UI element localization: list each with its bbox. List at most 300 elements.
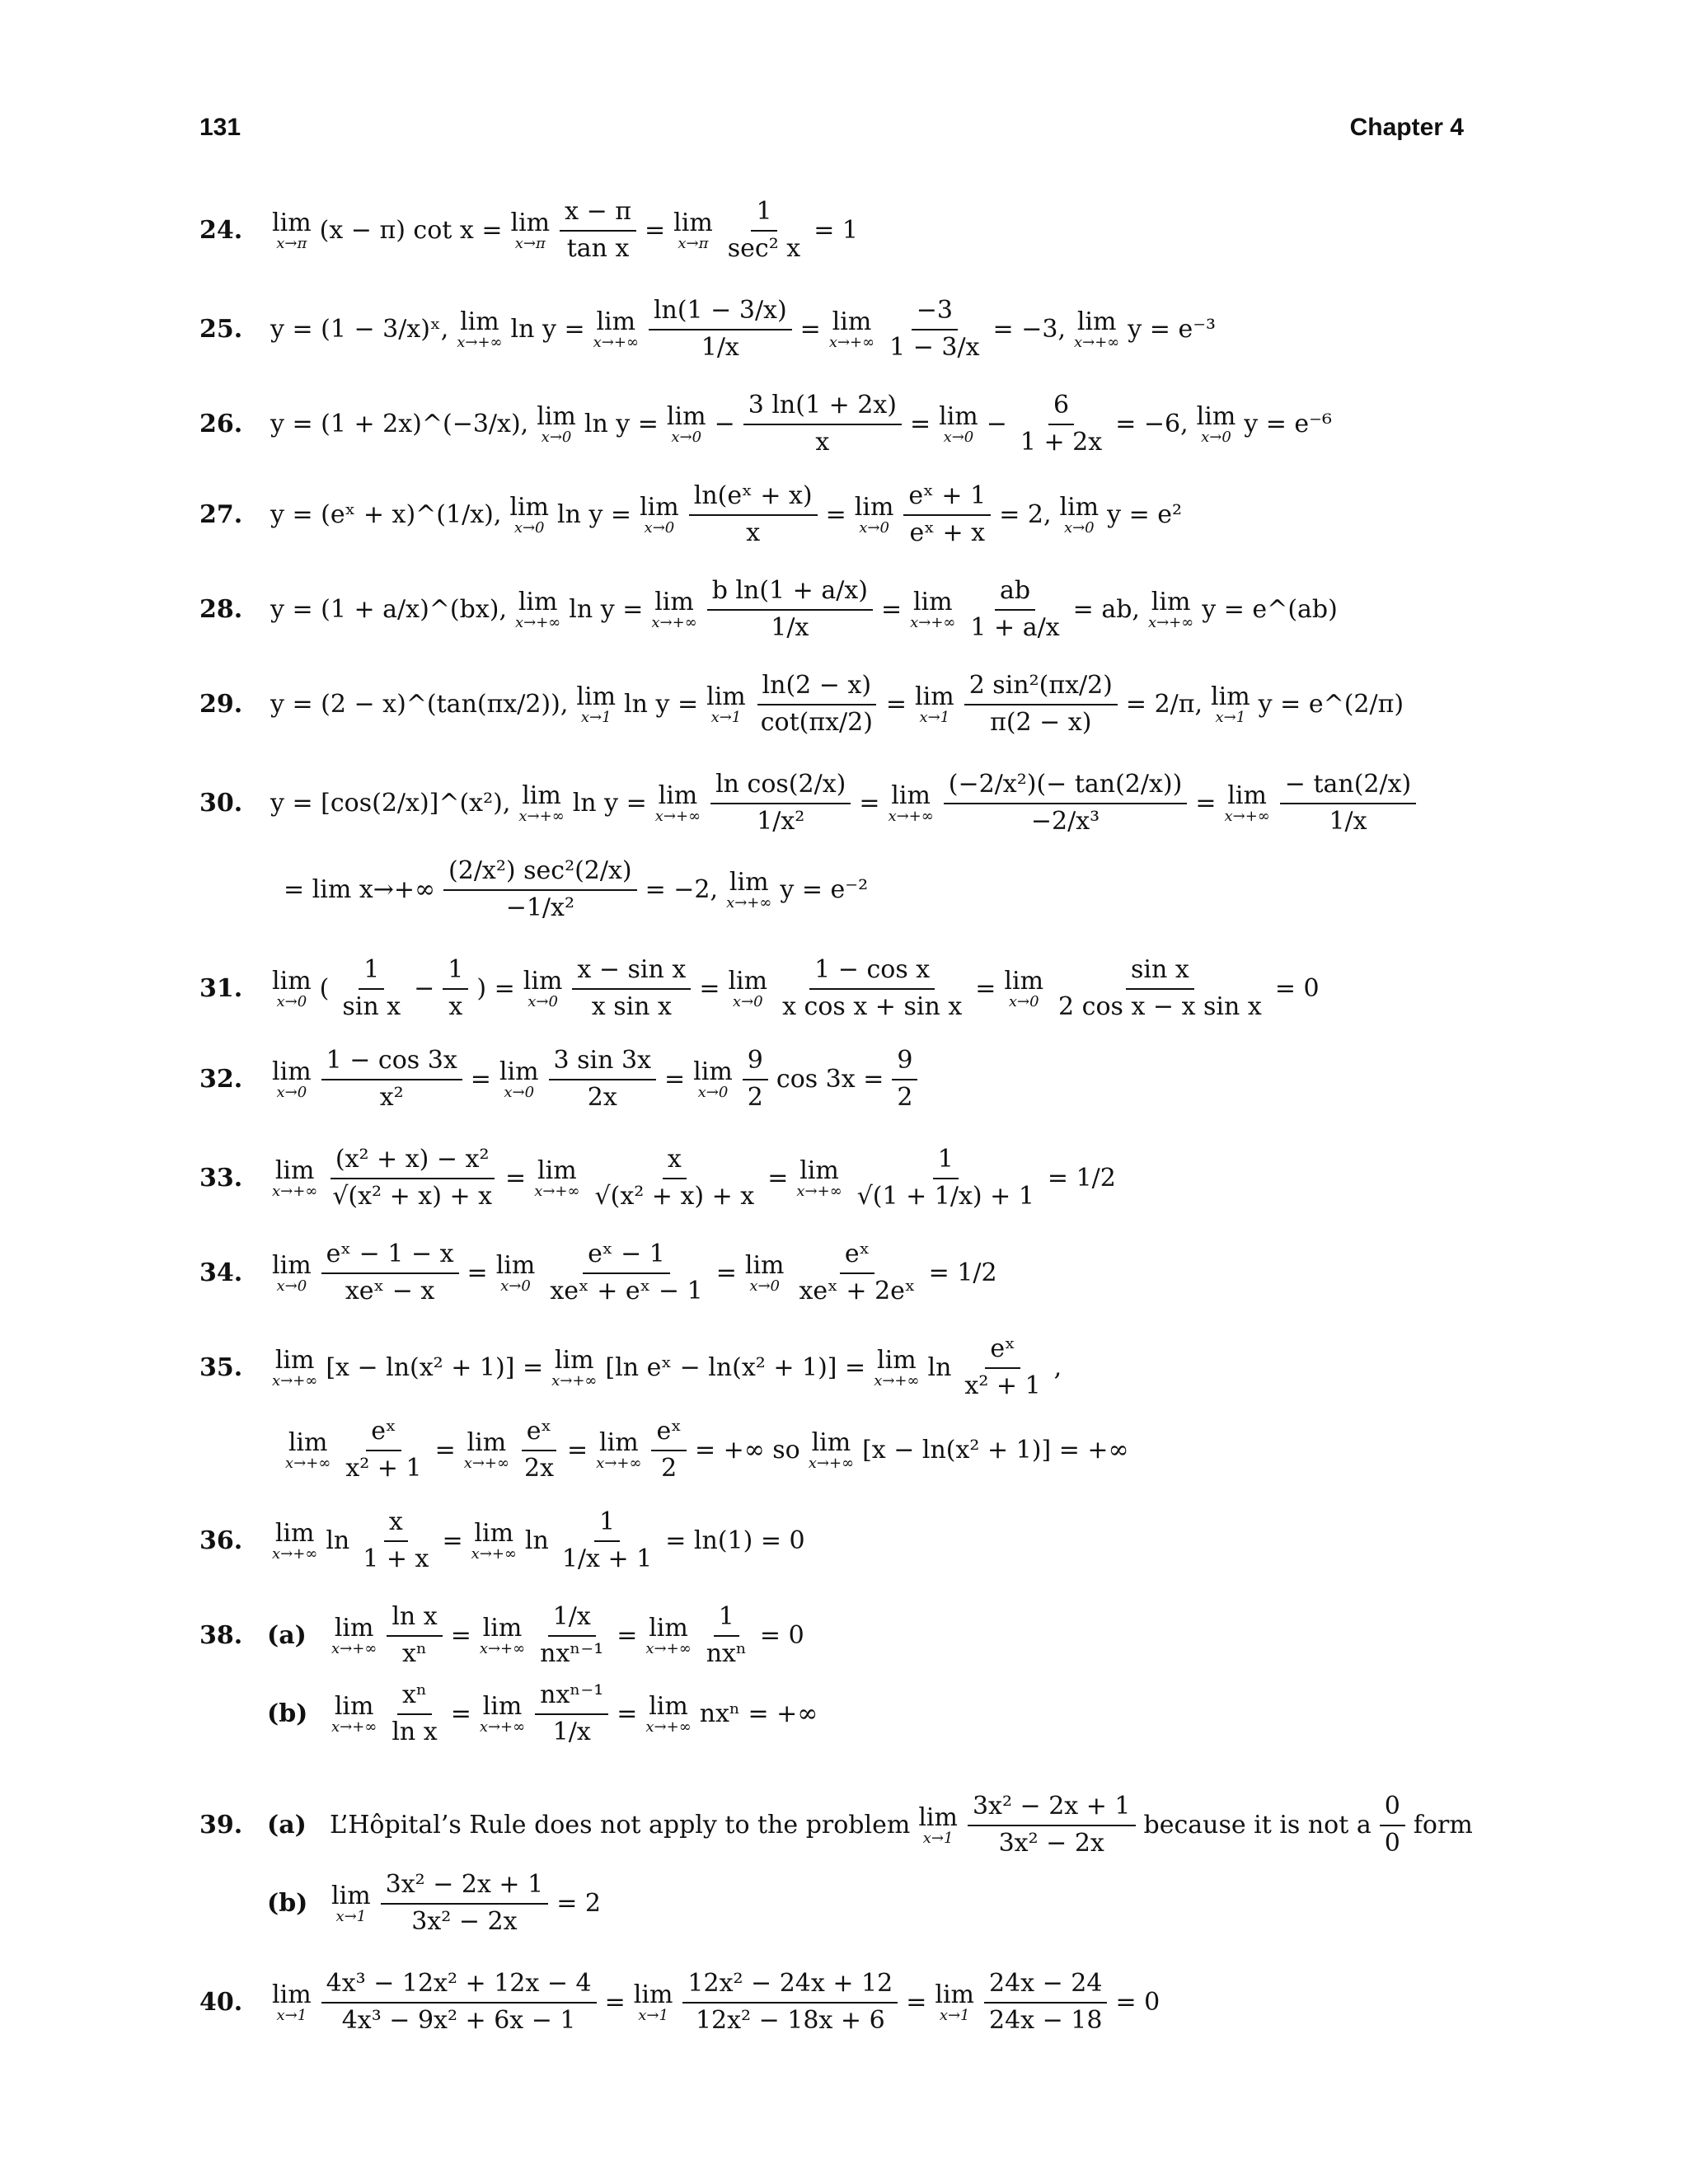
limit-operator — [272, 209, 312, 251]
limit-operator — [272, 1157, 317, 1199]
math-text: = — [664, 1064, 686, 1094]
math-text: = — [859, 788, 880, 818]
limit-operator — [1059, 494, 1099, 536]
fraction-denominator: 2x — [524, 1453, 555, 1483]
limit-operator — [728, 968, 767, 1010]
limit-subscript: x→0 — [513, 519, 545, 537]
limit-subscript: x→+∞ — [534, 1183, 580, 1200]
fraction — [387, 1603, 442, 1668]
limit-subscript: x→+∞ — [874, 1372, 920, 1390]
math-text: y = e^(2/π) — [1258, 689, 1404, 719]
problem-row — [199, 1335, 1540, 1400]
limit-word: lim — [474, 1519, 514, 1548]
fraction — [1015, 391, 1107, 457]
fraction-numerator: (−2/x²)(− tan(2/x)) — [944, 771, 1188, 804]
limit-operator — [939, 403, 978, 445]
fraction-denominator: ln x — [392, 1717, 438, 1746]
limit-operator — [915, 683, 954, 725]
fraction-numerator: − tan(2/x) — [1280, 771, 1416, 804]
fraction — [321, 1970, 597, 2035]
fraction-numerator: x − sin x — [572, 956, 691, 990]
fraction-denominator: 2 — [897, 1082, 913, 1112]
fraction-denominator: 1 + x — [363, 1544, 429, 1573]
fraction-denominator: x² + 1 — [345, 1453, 422, 1483]
fraction-denominator: nxⁿ — [706, 1638, 747, 1668]
fraction-denominator: √(x² + x) + x — [594, 1181, 755, 1211]
fraction-numerator: 1 — [359, 956, 384, 990]
limit-word: lim — [728, 967, 768, 996]
limit-operator — [1197, 403, 1236, 445]
limit-operator — [537, 403, 576, 445]
limit-operator — [576, 683, 616, 725]
fraction — [519, 1418, 559, 1483]
limit-word: lim — [467, 1428, 507, 1457]
math-expression — [326, 1603, 808, 1668]
fraction-denominator: 12x² − 18x + 6 — [695, 2005, 885, 2035]
problem-number: 39. — [199, 1810, 243, 1840]
fraction — [1380, 1793, 1405, 1858]
math-text: − — [986, 409, 1007, 438]
limit-word: lim — [522, 781, 561, 810]
limit-word: lim — [599, 1428, 639, 1457]
limit-subscript: x→1 — [710, 709, 742, 726]
fraction — [852, 1146, 1039, 1211]
math-expression — [280, 857, 871, 922]
math-text: y = (eˣ + x)^(1/x), — [270, 499, 502, 529]
math-text: − — [414, 973, 435, 1003]
problem-row — [199, 1793, 1540, 1858]
problem-row — [199, 1508, 1540, 1573]
fraction-denominator: xⁿ — [402, 1638, 427, 1668]
fraction — [984, 1970, 1107, 2035]
fraction-denominator: sin x — [342, 991, 401, 1021]
limit-word: lim — [460, 307, 499, 336]
fraction-denominator: xeˣ + eˣ − 1 — [550, 1276, 703, 1305]
fraction-numerator: 1/x — [548, 1603, 596, 1637]
limit-operator — [910, 588, 955, 630]
math-text: ln — [326, 1526, 350, 1555]
fraction — [743, 1047, 768, 1112]
limit-subscript: x→0 — [749, 1277, 780, 1295]
limit-subscript: x→+∞ — [645, 1640, 692, 1657]
limit-word: lim — [272, 1057, 312, 1086]
limit-subscript: x→1 — [919, 709, 950, 726]
math-text: = — [975, 973, 996, 1003]
problem-number: 36. — [199, 1526, 243, 1555]
math-expression — [267, 1047, 922, 1112]
fraction — [381, 1871, 549, 1936]
limit-operator — [518, 782, 564, 824]
fraction-denominator: x sin x — [591, 991, 672, 1021]
limit-operator — [874, 1347, 919, 1389]
fraction-numerator: sin x — [1126, 956, 1194, 990]
math-text: = 1 — [814, 215, 858, 245]
math-text: = 2/π, — [1125, 689, 1203, 719]
fraction-denominator: 1 − 3/x — [889, 332, 980, 362]
math-text: ln y = — [624, 689, 699, 719]
fraction-denominator: 1/x² — [757, 806, 805, 836]
limit-word: lim — [939, 402, 978, 431]
math-text: = −6, — [1115, 409, 1189, 438]
math-text: = — [767, 1163, 789, 1193]
math-text: y = (1 − 3/x)ˣ, — [270, 314, 449, 344]
math-text: y = e⁻⁶ — [1244, 409, 1333, 438]
limit-word: lim — [554, 1346, 594, 1375]
limit-subscript: x→+∞ — [272, 1372, 318, 1390]
math-text: = — [715, 1258, 737, 1287]
math-text: = — [644, 215, 666, 245]
fraction-numerator: 6 — [1048, 391, 1074, 425]
math-expression — [267, 1970, 1163, 2035]
fraction — [340, 1418, 426, 1483]
limit-subscript: x→0 — [1201, 429, 1231, 446]
math-expression — [267, 1146, 1119, 1211]
math-text: [x − ln(x² + 1)] = — [326, 1352, 544, 1382]
fraction-denominator: x — [746, 518, 761, 547]
limit-operator — [331, 1615, 377, 1657]
limit-word: lim — [499, 1057, 539, 1086]
fraction-denominator: x — [448, 991, 463, 1021]
math-text: ln y = — [557, 499, 632, 529]
limit-word: lim — [673, 209, 713, 237]
limit-word: lim — [744, 1251, 785, 1280]
limit-word: lim — [1227, 781, 1267, 810]
limit-word: lim — [537, 402, 576, 431]
fraction-numerator: x − π — [560, 198, 636, 232]
limit-subscript: x→+∞ — [796, 1183, 842, 1200]
math-text: = 0 — [759, 1620, 804, 1650]
fraction-denominator: 1/x — [552, 1717, 591, 1746]
limit-word: lim — [811, 1428, 851, 1457]
fraction — [358, 1508, 434, 1573]
math-text: = lim x→+∞ — [284, 875, 436, 904]
fraction — [968, 1793, 1136, 1858]
problem-row — [199, 771, 1540, 836]
problem-row — [199, 956, 1540, 1021]
limit-operator — [809, 1429, 854, 1471]
problem-row — [199, 1603, 1540, 1668]
math-text: (x − π) cot x = — [319, 215, 503, 245]
limit-word: lim — [334, 1692, 374, 1721]
fraction — [443, 857, 637, 922]
math-text: = 1/2 — [928, 1258, 997, 1287]
limit-subscript: x→π — [678, 235, 709, 252]
limit-operator — [667, 403, 706, 445]
limit-subscript: x→+∞ — [1224, 808, 1270, 825]
limit-subscript: x→+∞ — [479, 1640, 526, 1657]
limit-word: lim — [482, 1614, 523, 1643]
limit-operator — [634, 1981, 673, 2023]
fraction-numerator: 3 sin 3x — [549, 1047, 656, 1080]
math-text: = ab, — [1072, 594, 1140, 624]
limit-word: lim — [1004, 967, 1044, 996]
limit-operator — [829, 308, 874, 350]
fraction — [321, 1047, 462, 1112]
problem-row — [199, 577, 1540, 642]
fraction-numerator: ab — [995, 577, 1035, 611]
limit-operator — [331, 1882, 371, 1924]
fraction — [321, 1240, 459, 1305]
fraction-denominator: 1 + a/x — [970, 612, 1060, 642]
limit-subscript: x→+∞ — [910, 614, 956, 631]
limit-subscript: x→+∞ — [272, 1183, 318, 1200]
limit-word: lim — [640, 493, 679, 522]
fraction-denominator: x² + 1 — [964, 1371, 1041, 1400]
limit-word: lim — [510, 209, 551, 237]
limit-operator — [510, 209, 550, 251]
limit-subscript: x→0 — [697, 1084, 729, 1101]
limit-word: lim — [274, 1156, 315, 1185]
limit-word: lim — [1196, 402, 1236, 431]
limit-subscript: x→0 — [943, 429, 974, 446]
limit-subscript: x→+∞ — [596, 1455, 642, 1472]
math-text: = — [450, 1699, 471, 1728]
fraction-denominator: 4x³ − 9x² + 6x − 1 — [341, 2005, 576, 2035]
limit-subscript: x→0 — [276, 1277, 307, 1295]
fraction — [1280, 771, 1416, 836]
limit-word: lim — [832, 307, 872, 336]
limit-operator — [1224, 782, 1269, 824]
fraction — [710, 771, 851, 836]
limit-operator — [888, 782, 933, 824]
fraction-numerator: ln x — [387, 1603, 442, 1637]
limit-word: lim — [495, 1251, 536, 1280]
math-expression — [267, 1335, 1065, 1400]
math-text: ) = — [476, 973, 515, 1003]
limit-subscript: x→1 — [276, 2007, 307, 2024]
math-expression — [280, 1418, 1132, 1483]
math-text: = — [442, 1526, 463, 1555]
limit-operator — [693, 1058, 733, 1100]
math-text: = −3, — [992, 314, 1066, 344]
problem-number: 27. — [199, 499, 243, 529]
limit-operator — [464, 1429, 509, 1471]
problem-row — [199, 1681, 1540, 1746]
prose-text: L’Hôpital’s Rule does not apply to the problem — [330, 1810, 911, 1840]
limit-operator — [745, 1252, 785, 1294]
limit-operator — [551, 1347, 597, 1389]
fraction-numerator: (x² + x) − x² — [331, 1146, 495, 1179]
math-text: = 1/2 — [1047, 1163, 1116, 1193]
math-text: = — [880, 594, 903, 624]
limit-word: lim — [649, 1614, 688, 1643]
limit-operator — [1074, 308, 1119, 350]
fraction — [892, 1047, 917, 1112]
math-expression — [326, 1681, 821, 1746]
limit-subscript: x→1 — [922, 1830, 954, 1847]
limit-word: lim — [272, 1980, 312, 2009]
limit-word: lim — [877, 1346, 917, 1375]
fraction-numerator: ln(eˣ + x) — [689, 482, 818, 516]
math-text: = — [885, 689, 907, 719]
problem-row — [199, 297, 1540, 362]
fraction — [327, 1146, 497, 1211]
math-text: = — [825, 499, 846, 529]
problem-part-label: (b) — [267, 1699, 308, 1728]
limit-word: lim — [274, 1519, 315, 1548]
limit-operator — [272, 1981, 312, 2023]
fraction-numerator: 4x³ − 12x² + 12x − 4 — [321, 1970, 597, 2004]
fraction-denominator: 1/x — [701, 332, 739, 362]
limit-subscript: x→+∞ — [285, 1455, 331, 1472]
limit-subscript: x→0 — [276, 1084, 307, 1101]
limit-operator — [480, 1693, 525, 1735]
math-text: ln — [524, 1526, 549, 1555]
math-text: , — [1053, 1352, 1062, 1382]
fraction-denominator: x² — [379, 1082, 404, 1112]
fraction — [884, 297, 984, 362]
limit-operator — [457, 308, 502, 350]
limit-operator — [796, 1157, 842, 1199]
fraction — [707, 577, 873, 642]
limit-subscript: x→+∞ — [651, 614, 697, 631]
fraction — [1053, 956, 1267, 1021]
limit-operator — [272, 968, 312, 1010]
fraction-denominator: 0 — [1384, 1828, 1400, 1858]
fraction-numerator: ln(2 − x) — [757, 672, 877, 705]
limit-operator — [272, 1252, 312, 1294]
problem-part-label: (a) — [267, 1620, 307, 1650]
math-text: y = (2 − x)^(tan(πx/2)), — [270, 689, 569, 719]
math-expression — [267, 1240, 1001, 1305]
limit-word: lim — [576, 682, 617, 711]
fraction-numerator: 1 — [594, 1508, 620, 1542]
fraction-numerator: 1 − cos 3x — [321, 1047, 462, 1080]
limit-subscript: x→+∞ — [331, 1640, 377, 1657]
problem-number: 35. — [199, 1352, 243, 1382]
fraction-numerator: eˣ − 1 − x — [321, 1240, 459, 1274]
fraction-denominator: 1/x + 1 — [561, 1544, 653, 1573]
limit-operator — [935, 1981, 974, 2023]
fraction — [944, 771, 1188, 836]
math-expression — [267, 198, 861, 263]
math-text: = — [799, 314, 821, 344]
problem-part-label: (a) — [267, 1810, 307, 1840]
limit-operator — [272, 1058, 312, 1100]
limit-subscript: x→0 — [732, 993, 763, 1010]
limit-subscript: x→+∞ — [654, 808, 701, 825]
fraction-denominator: sec² x — [727, 233, 801, 263]
problem-row — [199, 198, 1540, 263]
limit-subscript: x→+∞ — [828, 334, 875, 351]
fraction-numerator: 24x − 24 — [984, 1970, 1107, 2004]
fraction-numerator: 1 — [933, 1146, 959, 1179]
fraction-denominator: x cos x + sin x — [782, 991, 963, 1021]
math-text: = — [505, 1163, 527, 1193]
math-text: y = e^(ab) — [1202, 594, 1338, 624]
limit-operator — [499, 1058, 539, 1100]
fraction-denominator: 2 — [661, 1453, 678, 1483]
fraction-numerator: 1 — [714, 1603, 739, 1637]
fraction-numerator: 3x² − 2x + 1 — [381, 1871, 549, 1905]
fraction — [651, 1418, 686, 1483]
problem-number: 25. — [199, 314, 243, 344]
limit-operator — [515, 588, 560, 630]
fraction-denominator: nxⁿ⁻¹ — [540, 1638, 604, 1668]
fraction-denominator: cot(πx/2) — [760, 707, 873, 737]
fraction-numerator: eˣ + 1 — [903, 482, 991, 516]
problem-row — [199, 1146, 1540, 1211]
limit-subscript: x→1 — [335, 1908, 367, 1925]
math-expression — [267, 956, 1323, 1021]
limit-word: lim — [633, 1980, 673, 2009]
fraction-denominator: 2 cos x − x sin x — [1058, 991, 1262, 1021]
problem-number: 31. — [199, 973, 243, 1003]
fraction-numerator: eˣ — [840, 1240, 874, 1274]
prose-text: form — [1413, 1810, 1473, 1840]
limit-word: lim — [729, 868, 769, 897]
fraction — [689, 482, 818, 547]
fraction — [723, 198, 805, 263]
limit-word: lim — [482, 1692, 523, 1721]
problem-number: 32. — [199, 1064, 243, 1094]
limit-subscript: x→0 — [859, 519, 889, 537]
fraction — [545, 1240, 707, 1305]
limit-word: lim — [272, 967, 312, 996]
math-text: = — [617, 1620, 638, 1650]
limit-subscript: x→0 — [644, 519, 675, 537]
limit-subscript: x→π — [276, 235, 307, 252]
problem-row — [199, 1871, 1540, 1936]
math-text: y = (1 + a/x)^(bx), — [270, 594, 507, 624]
problem-row — [199, 391, 1540, 457]
fraction-denominator: xeˣ + 2eˣ — [799, 1276, 916, 1305]
math-text: ln — [927, 1352, 952, 1382]
math-text: nxⁿ = +∞ — [699, 1699, 818, 1728]
limit-subscript: x→0 — [528, 993, 558, 1010]
prose-text: because it is not a — [1143, 1810, 1372, 1840]
fraction-denominator: xeˣ − x — [345, 1276, 435, 1305]
limit-word: lim — [891, 781, 931, 810]
math-expression — [267, 771, 1421, 836]
limit-operator — [1211, 683, 1250, 725]
limit-subscript: x→0 — [671, 429, 702, 446]
limit-word: lim — [1076, 307, 1117, 336]
limit-operator — [480, 1615, 525, 1657]
fraction-numerator: b ln(1 + a/x) — [707, 577, 873, 611]
limit-operator — [272, 1520, 317, 1562]
fraction-numerator: 9 — [892, 1047, 917, 1080]
limit-subscript: x→+∞ — [518, 808, 565, 825]
fraction — [756, 672, 878, 737]
limit-word: lim — [706, 682, 746, 711]
math-text: = — [450, 1620, 471, 1650]
math-text: = +∞ so — [694, 1436, 800, 1465]
fraction — [682, 1970, 898, 2035]
limit-operator — [331, 1693, 377, 1735]
math-text: = — [906, 1987, 927, 2017]
problem-number: 24. — [199, 215, 243, 245]
math-text: ln y = — [569, 594, 644, 624]
math-text: = — [909, 409, 931, 438]
fraction — [701, 1603, 752, 1668]
problem-part-label: (b) — [267, 1888, 308, 1918]
limit-word: lim — [331, 1882, 371, 1910]
math-text: ln y = — [510, 314, 585, 344]
limit-word: lim — [596, 307, 636, 336]
fraction — [743, 391, 902, 457]
fraction-denominator: 3x² − 2x — [411, 1906, 518, 1936]
problem-continuation — [280, 1418, 1132, 1483]
fraction-numerator: ln cos(2/x) — [710, 771, 851, 804]
limit-word: lim — [649, 1692, 688, 1721]
problem-number: 38. — [199, 1620, 243, 1650]
fraction — [387, 1681, 442, 1746]
limit-operator — [706, 683, 746, 725]
limit-subscript: x→+∞ — [479, 1718, 526, 1736]
math-expression — [267, 577, 1341, 642]
fraction-numerator: nxⁿ⁻¹ — [535, 1681, 608, 1715]
